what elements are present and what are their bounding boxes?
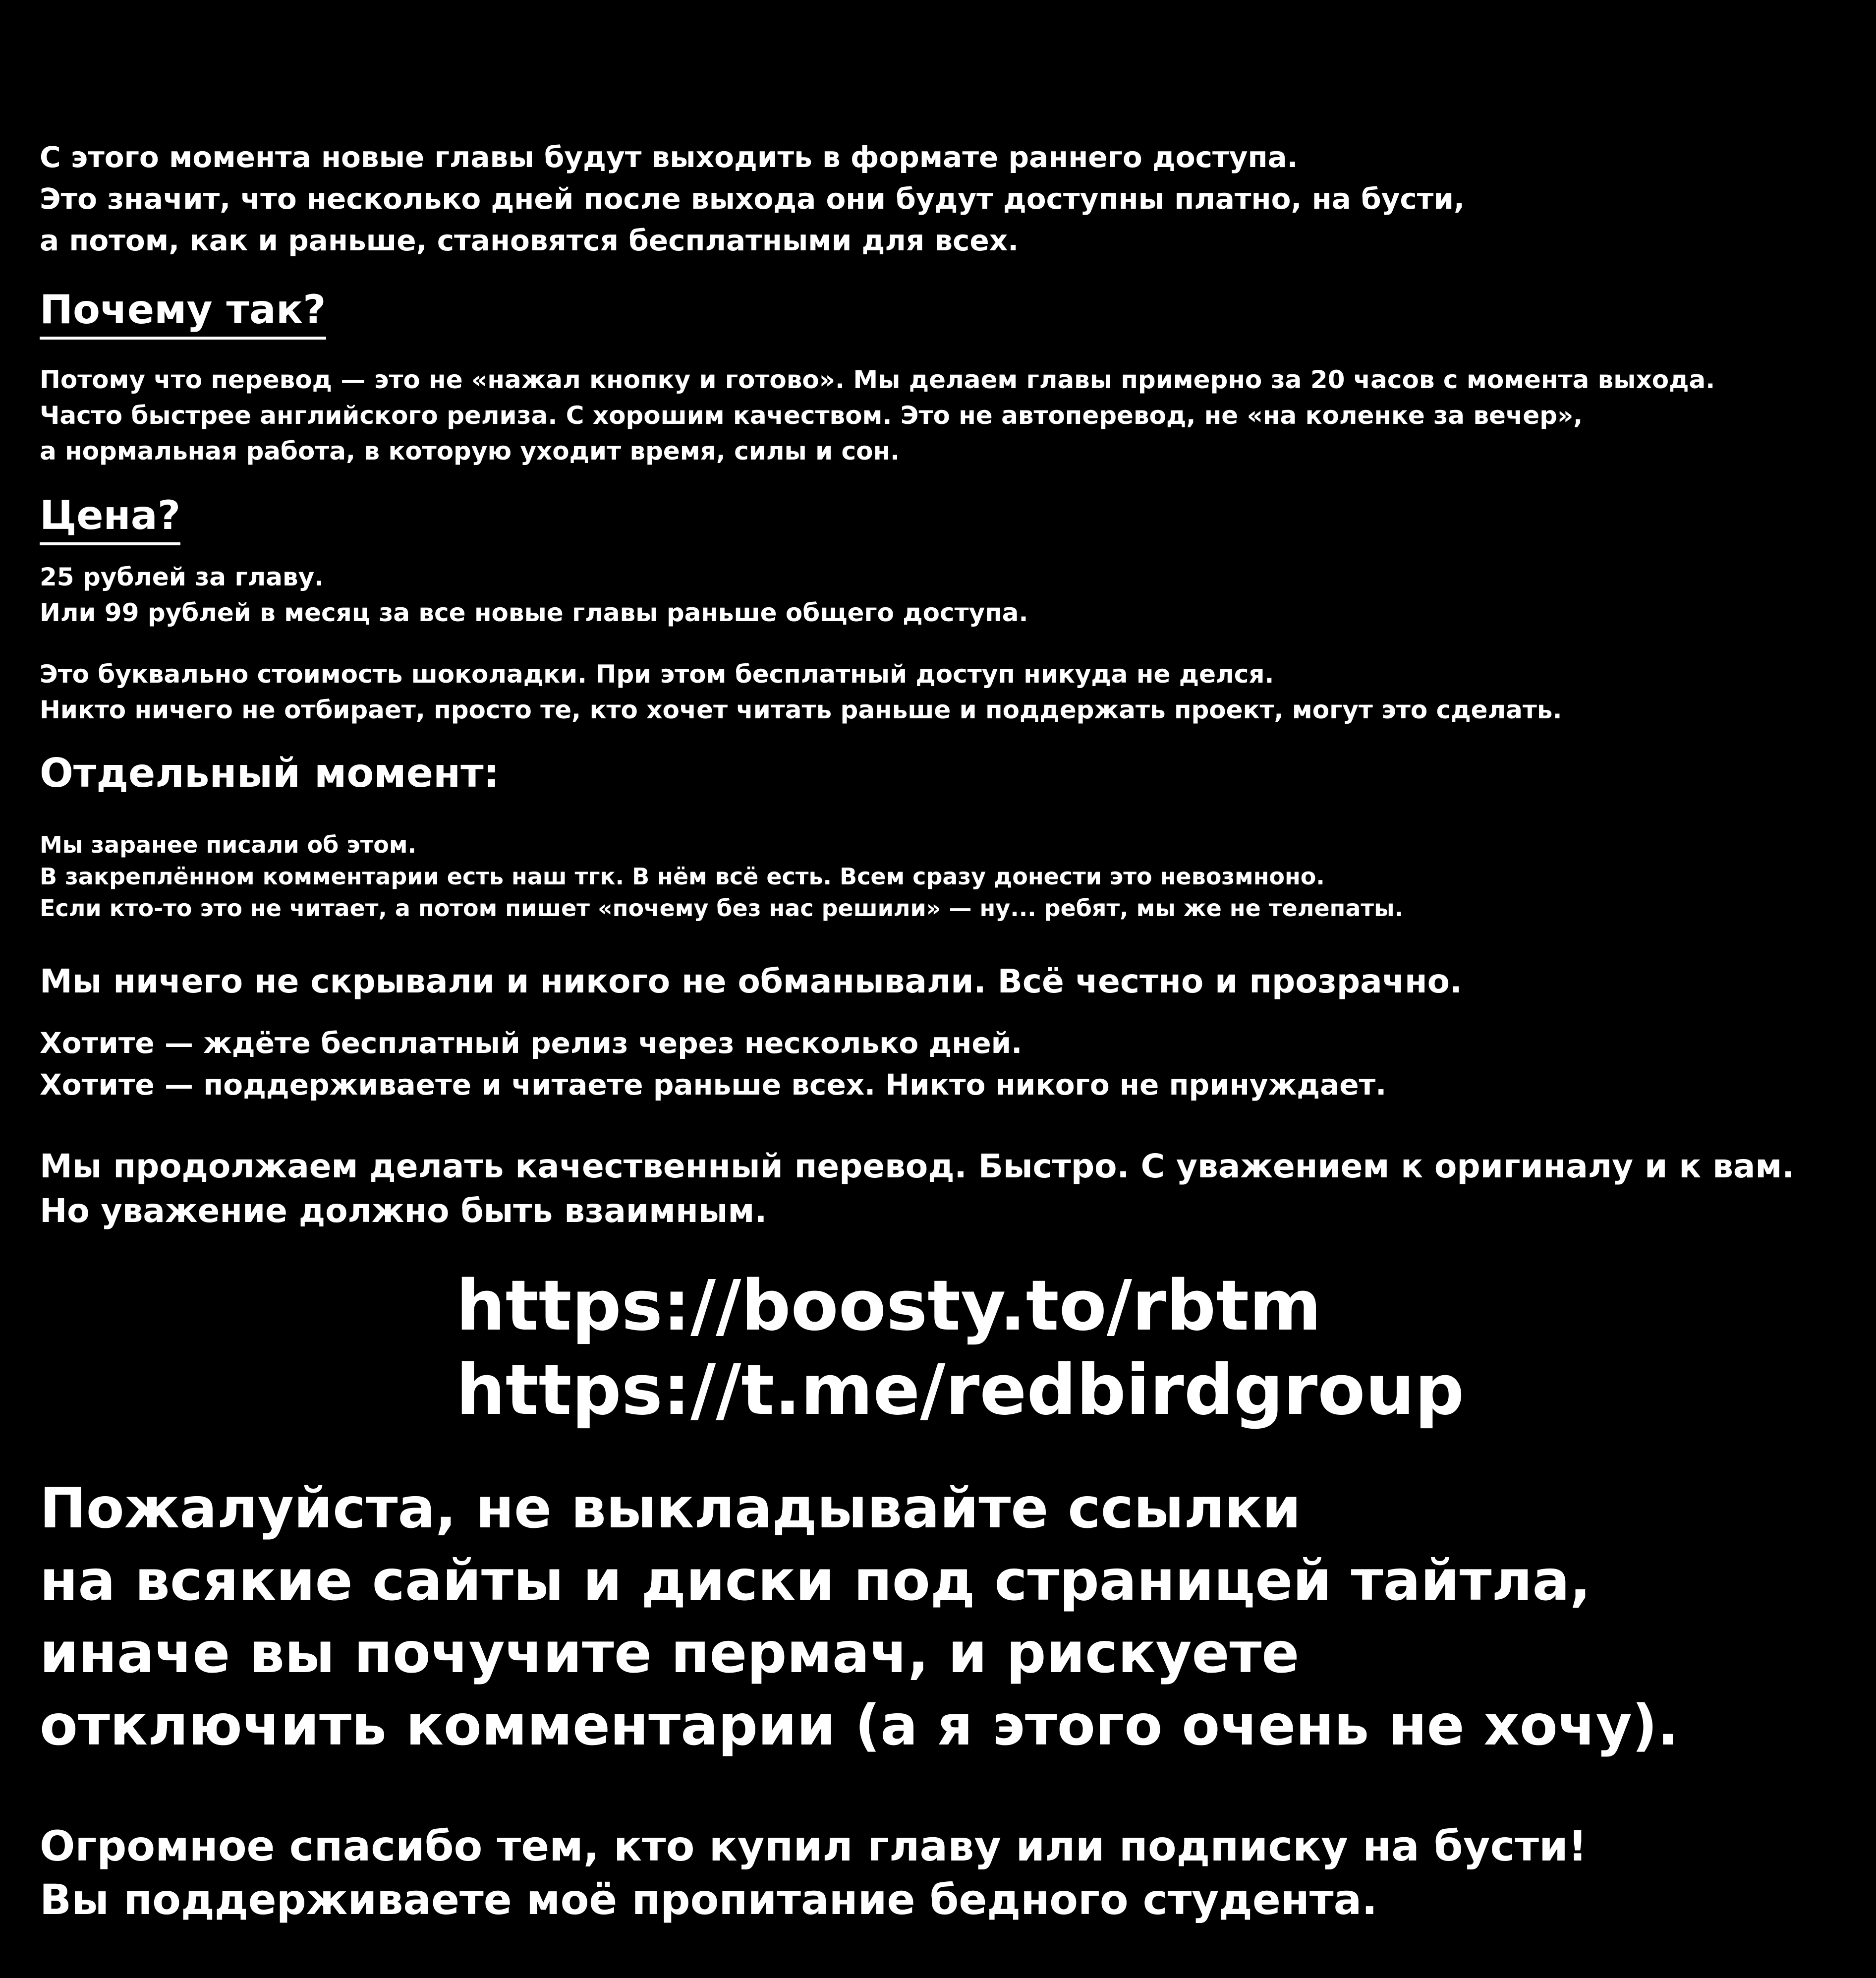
quality-line: Но уважение должно быть взаимным. (40, 1192, 767, 1230)
separate-line: В закреплённом комментарии есть наш тгк. В нём всё есть. Всем сразу донести это невозмноно. (40, 863, 1325, 890)
separate-line: Мы заранее писали об этом. (40, 831, 416, 858)
intro-line: а потом, как и раньше, становятся бесплатными для всех. (40, 224, 1019, 257)
warning-line: отключить комментарии (а я этого очень не хочу). (40, 1693, 1679, 1758)
thanks-paragraph (40, 1819, 1587, 1926)
separate-heading: Отдельный момент: (40, 750, 500, 796)
thanks-line: Вы поддерживаете моё пропитание бедного студента. (40, 1875, 1378, 1924)
why-line: а нормальная работа, в которую уходит время, силы и сон. (40, 437, 900, 465)
choice-paragraph (40, 1022, 1386, 1105)
warning-line: иначе вы почучите пермач, и рискуете (40, 1621, 1300, 1686)
intro-line: Это значит, что несколько дней после выхода они будут доступны платно, на бусти, (40, 182, 1465, 216)
links-block (456, 1264, 1464, 1433)
why-paragraph (40, 362, 1715, 469)
warning-line: Пожалуйста, не выкладывайте ссылки (40, 1476, 1301, 1541)
boosty-link[interactable]: https://boosty.to/rbtm (456, 1266, 1322, 1346)
telegram-link[interactable]: https://t.me/redbirdgroup (456, 1350, 1465, 1431)
price-heading: Цена? (40, 491, 180, 545)
honest-statement: Мы ничего не скрывали и никого не обманывали. Всё честно и прозрачно. (40, 962, 1463, 1000)
why-line: Часто быстрее английского релиза. С хорошим качеством. Это не автоперевод, не «на коленке за вечер», (40, 401, 1583, 430)
intro-line: С этого момента новые главы будут выходить в формате раннего доступа. (40, 140, 1298, 174)
separate-paragraph (40, 829, 1403, 924)
choice-line: Хотите — ждёте бесплатный релиз через несколько дней. (40, 1026, 1023, 1060)
price-paragraph (40, 559, 1028, 631)
intro-paragraph (40, 136, 1465, 261)
quality-line: Мы продолжаем делать качественный перевод. Быстро. С уважением к оригиналу и к вам. (40, 1147, 1795, 1185)
price-line: Или 99 рублей в месяц за все новые главы раньше общего доступа. (40, 598, 1028, 627)
separate-line: Если кто-то это не читает, а потом пишет «почему без нас решили» — ну... ребят, мы же не телепаты. (40, 895, 1404, 922)
quality-paragraph (40, 1144, 1794, 1233)
warning-line: на всякие сайты и диски под страницей тайтла, (40, 1549, 1591, 1613)
warning-paragraph (40, 1472, 1678, 1762)
choice-line: Хотите — поддерживаете и читаете раньше всех. Никто никого не принуждает. (40, 1068, 1387, 1102)
price-note-line: Это буквально стоимость шоколадки. При этом бесплатный доступ никуда не делся. (40, 660, 1274, 689)
page-title (0, 15, 1876, 84)
why-heading: Почему так? (40, 285, 326, 340)
price-note-paragraph (40, 656, 1562, 728)
thanks-line: Огромное спасибо тем, кто купил главу или подписку на бусти! (40, 1822, 1588, 1870)
why-line: Потому что перевод — это не «нажал кнопку и готово». Мы делаем главы примерно за 20 часов с момента выхода. (40, 365, 1715, 394)
price-line: 25 рублей за главу. (40, 563, 324, 591)
price-note-line: Никто ничего не отбирает, просто те, кто хочет читать раньше и поддержать проект, могут это сделать. (40, 696, 1562, 724)
